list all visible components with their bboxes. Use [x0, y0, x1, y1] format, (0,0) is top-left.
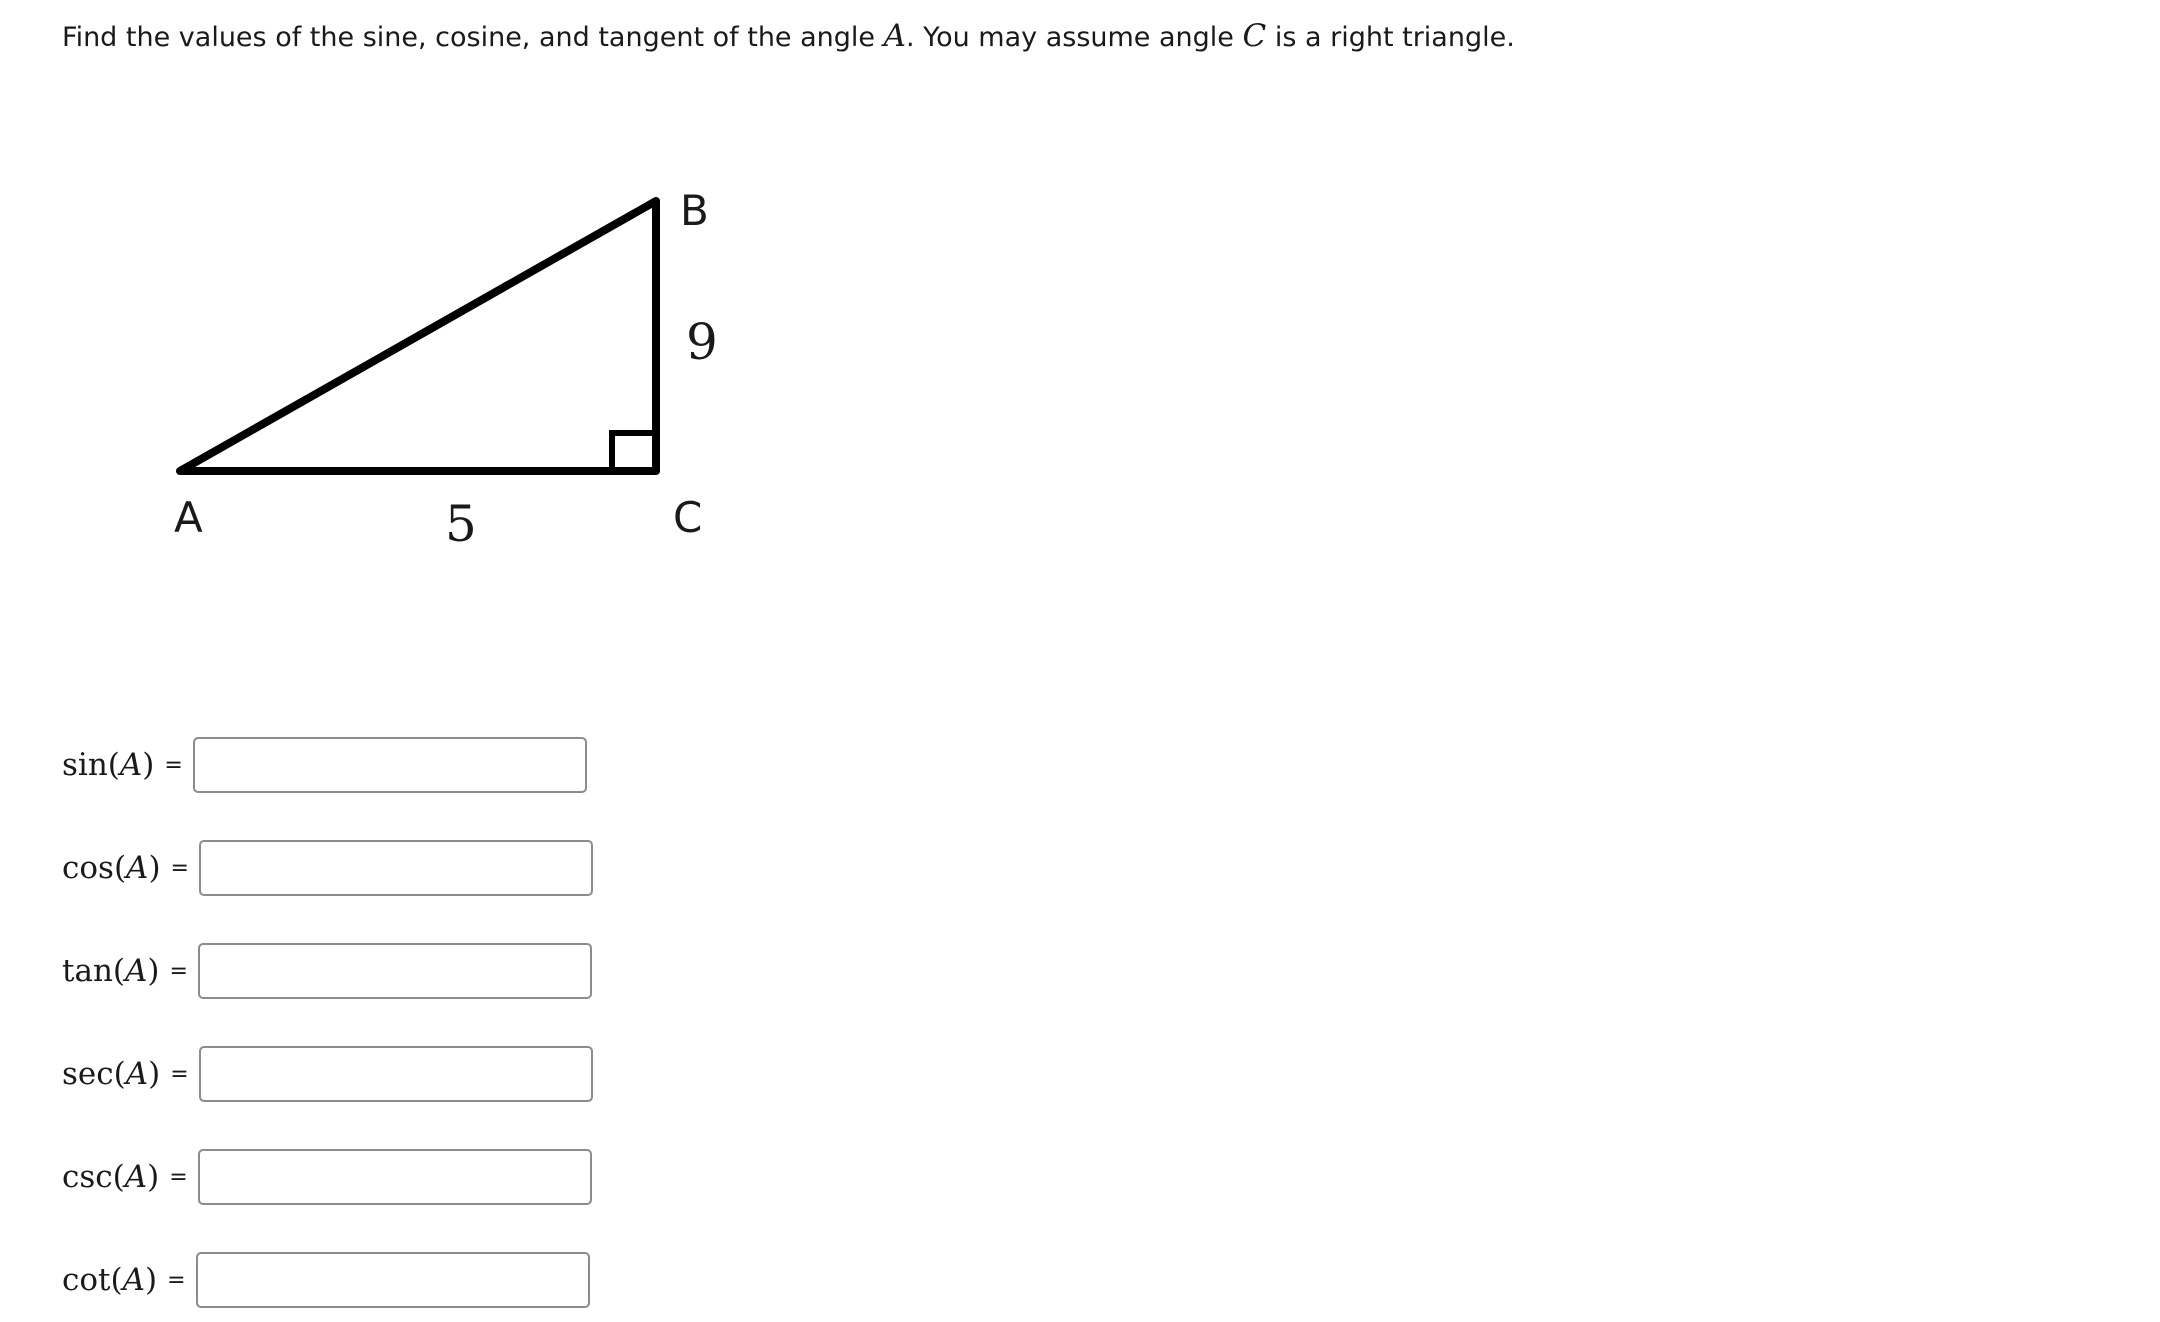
question-text-part: is a right triangle. — [1266, 22, 1515, 53]
paren-open: ( — [110, 1262, 123, 1298]
sec-answer-input[interactable] — [199, 1046, 593, 1102]
triangle-figure — [150, 170, 750, 570]
fn-arg: A — [125, 953, 148, 989]
csc-label — [62, 1159, 159, 1195]
cot-answer-row — [62, 1249, 590, 1311]
sec-answer-row — [62, 1043, 593, 1105]
tan-answer-input[interactable] — [198, 943, 592, 999]
paren-open: ( — [113, 850, 127, 886]
paren-close: ) — [148, 1056, 161, 1092]
cos-answer-input[interactable] — [199, 840, 593, 896]
sin-answer-row — [62, 734, 587, 796]
paren-close: ) — [148, 850, 161, 886]
paren-close: ) — [147, 953, 160, 989]
paren-open: ( — [113, 1056, 126, 1092]
sin-answer-input[interactable] — [193, 737, 587, 793]
fn-name: sin — [62, 747, 108, 783]
cot-answer-input[interactable] — [196, 1252, 590, 1308]
sec-label — [62, 1056, 160, 1092]
paren-open: ( — [112, 953, 126, 989]
paren-open: ( — [112, 1159, 125, 1195]
fn-arg: A — [126, 850, 149, 886]
equals-sign: = — [164, 752, 183, 778]
equals-sign: = — [170, 855, 189, 881]
csc-answer-row — [62, 1146, 592, 1208]
equals-sign: = — [167, 1267, 186, 1293]
cos-label — [62, 850, 161, 886]
triangle-outline — [180, 201, 656, 471]
csc-answer-input[interactable] — [198, 1149, 592, 1205]
side-ac-length-label: 5 — [445, 495, 477, 553]
paren-close: ) — [147, 1159, 160, 1195]
question-text-part: . You may assume angle — [906, 22, 1243, 53]
paren-open: ( — [107, 747, 120, 783]
equals-sign: = — [170, 1061, 189, 1087]
fn-arg: A — [122, 1262, 145, 1298]
equals-sign: = — [169, 1164, 188, 1190]
cos-answer-row — [62, 837, 593, 899]
equals-sign: = — [169, 958, 188, 984]
angle-a-variable: A — [883, 18, 907, 54]
right-angle-marker — [612, 433, 656, 471]
tan-answer-row — [62, 940, 592, 1002]
paren-close: ) — [142, 747, 155, 783]
side-bc-length-label: 9 — [686, 313, 718, 371]
fn-name: csc — [62, 1159, 113, 1195]
vertex-c-label: C — [673, 493, 703, 542]
cot-label — [62, 1262, 157, 1298]
fn-name: sec — [62, 1056, 114, 1092]
vertex-a-label: A — [174, 493, 203, 542]
fn-name: cos — [62, 850, 114, 886]
sin-label — [62, 747, 154, 783]
tan-label — [62, 953, 160, 989]
vertex-b-label: B — [680, 186, 709, 235]
fn-arg: A — [124, 1159, 148, 1195]
paren-close: ) — [144, 1262, 158, 1298]
triangle-diagram — [150, 170, 750, 570]
fn-arg: A — [125, 1056, 149, 1092]
fn-arg: A — [119, 747, 143, 783]
fn-name: cot — [62, 1262, 111, 1298]
fn-name: tan — [62, 953, 113, 989]
angle-c-variable: C — [1242, 18, 1267, 54]
question-text — [62, 18, 1515, 56]
question-text-part: Find the values of the sine, cosine, and tangent of the angle — [62, 22, 884, 53]
